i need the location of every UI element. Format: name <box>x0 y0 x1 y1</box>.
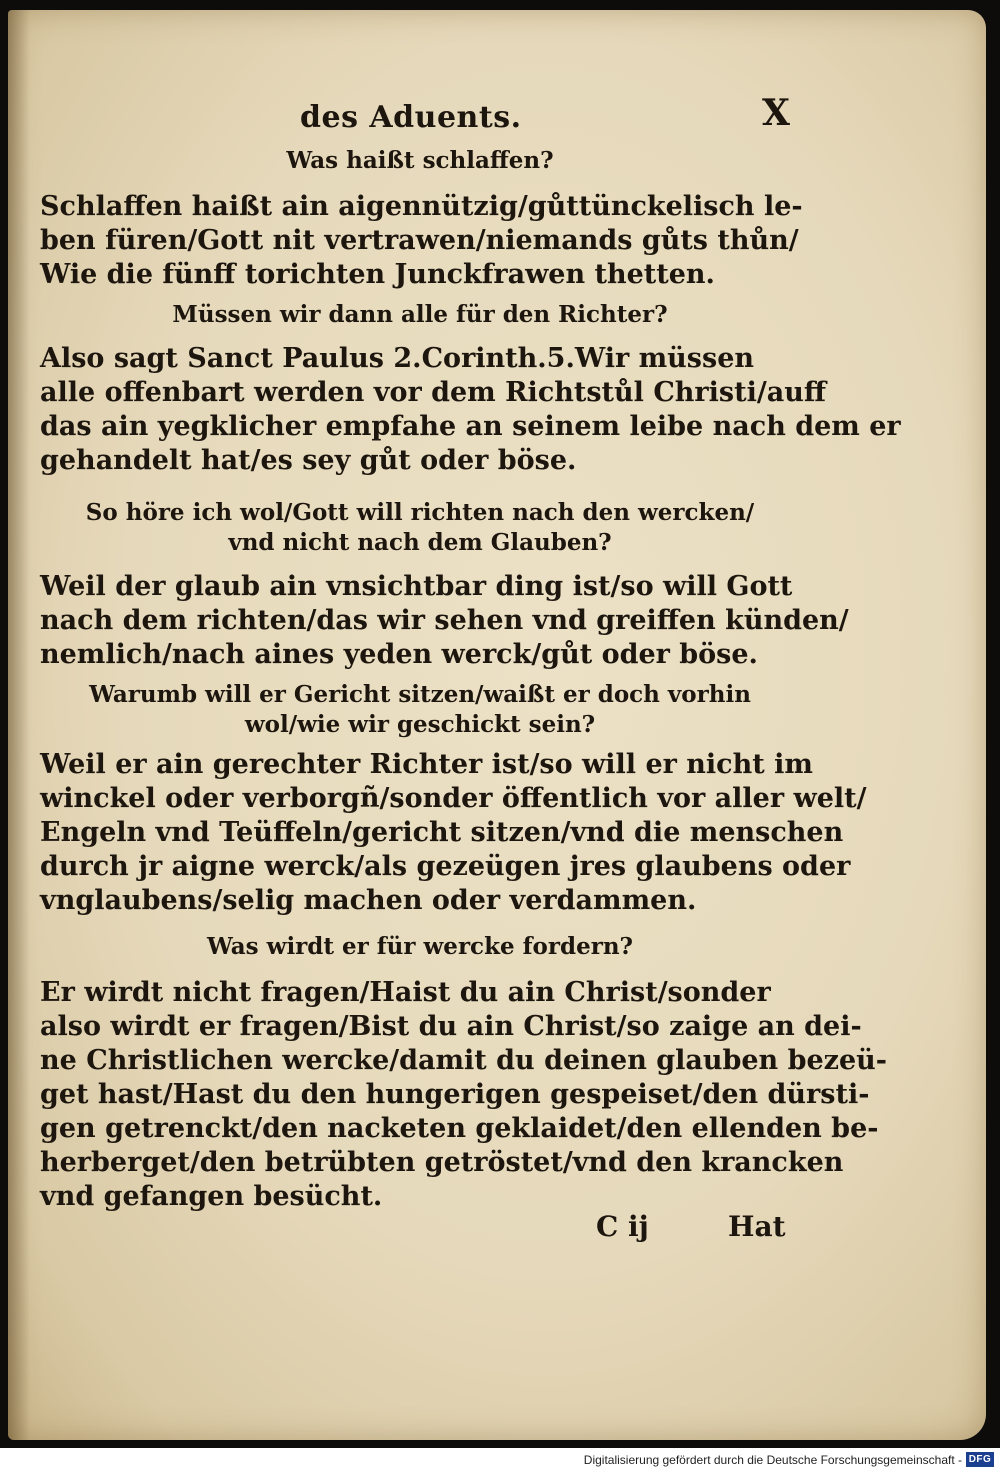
funding-credit: Digitalisierung gefördert durch die Deutsche Forschungsgemeinschaft - <box>583 1453 962 1467</box>
qa-section-4 <box>40 680 867 918</box>
qa-section-1 <box>40 146 803 292</box>
answer-line: winckel oder verborgñ/sonder öffentlich vor aller welt/ <box>40 783 867 814</box>
answer-line: Er wirdt nicht fragen/Haist du ain Christ/sonder <box>40 977 771 1008</box>
question-line: Was haißt schlaffen? <box>286 147 554 174</box>
signature-mark: C ij <box>596 1210 649 1243</box>
answer-line: herberget/den betrübten getröstet/vnd den krancken <box>40 1147 844 1178</box>
answer-line: Also sagt Sanct Paulus 2.Corinth.5.Wir müssen <box>40 343 755 374</box>
answer-line: gen getrenckt/den nacketen geklaidet/den ellenden be- <box>40 1113 879 1144</box>
question <box>40 146 800 176</box>
dfg-logo-icon: DFG <box>966 1452 994 1467</box>
answer-line: get hast/Hast du den hungerigen gespeiset/den dürsti- <box>40 1079 870 1110</box>
answer-line: Engeln vnd Teüffeln/gericht sitzen/vnd die menschen <box>40 817 844 848</box>
question-line: So höre ich wol/Gott will richten nach den wercken/ <box>85 499 755 526</box>
question <box>40 498 800 558</box>
answer <box>40 976 887 1214</box>
qa-section-5 <box>40 932 887 1214</box>
folio-number: X <box>762 92 790 134</box>
answer <box>40 570 849 672</box>
question <box>40 680 800 740</box>
answer <box>40 190 803 292</box>
question-line: Warumb will er Gericht sitzen/waißt er doch vorhin <box>89 681 751 708</box>
answer-line: Schlaffen haißt ain aigennützig/gůttünckelisch le- <box>40 191 803 222</box>
answer-line: das ain yegklicher empfahe an seinem leibe nach dem er <box>40 411 901 442</box>
answer-line: nemlich/nach aines yeden werck/gůt oder böse. <box>40 639 758 670</box>
page-binding-shadow <box>8 10 30 1440</box>
answer-line: alle offenbart werden vor dem Richtstůl Christi/auff <box>40 377 826 408</box>
digitization-footer <box>0 1448 1000 1472</box>
answer-line: Weil er ain gerechter Richter ist/so will er nicht im <box>40 749 813 780</box>
question-line: wol/wie wir geschickt sein? <box>244 711 596 738</box>
question-line: Müssen wir dann alle für den Richter? <box>172 301 668 328</box>
answer-line: vnd gefangen besücht. <box>40 1181 383 1212</box>
running-head: des Aduents. <box>300 100 522 135</box>
qa-section-2 <box>40 300 901 478</box>
answer-line: Weil der glaub ain vnsichtbar ding ist/so will Gott <box>40 571 793 602</box>
answer <box>40 748 867 918</box>
answer-line: gehandelt hat/es sey gůt oder böse. <box>40 445 577 476</box>
question <box>40 932 800 962</box>
answer <box>40 342 901 478</box>
answer-line: ben füren/Gott nit vertrawen/niemands gůts thůn/ <box>40 225 799 256</box>
answer-line: Wie die fünff torichten Junckfrawen thetten. <box>40 259 715 290</box>
answer-line: durch jr aigne werck/als gezeügen jres glaubens oder <box>40 851 851 882</box>
answer-line: vnglaubens/selig machen oder verdammen. <box>40 885 697 916</box>
question <box>40 300 800 330</box>
qa-section-3 <box>40 498 849 672</box>
answer-line: nach dem richten/das wir sehen vnd greiffen künden/ <box>40 605 849 636</box>
question-line: Was wirdt er für wercke fordern? <box>206 933 634 960</box>
question-line: vnd nicht nach dem Glauben? <box>228 529 612 556</box>
answer-line: ne Christlichen wercke/damit du deinen glauben bezeü- <box>40 1045 887 1076</box>
catchword: Hat <box>728 1210 786 1243</box>
answer-line: also wirdt er fragen/Bist du ain Christ/so zaige an dei- <box>40 1011 862 1042</box>
